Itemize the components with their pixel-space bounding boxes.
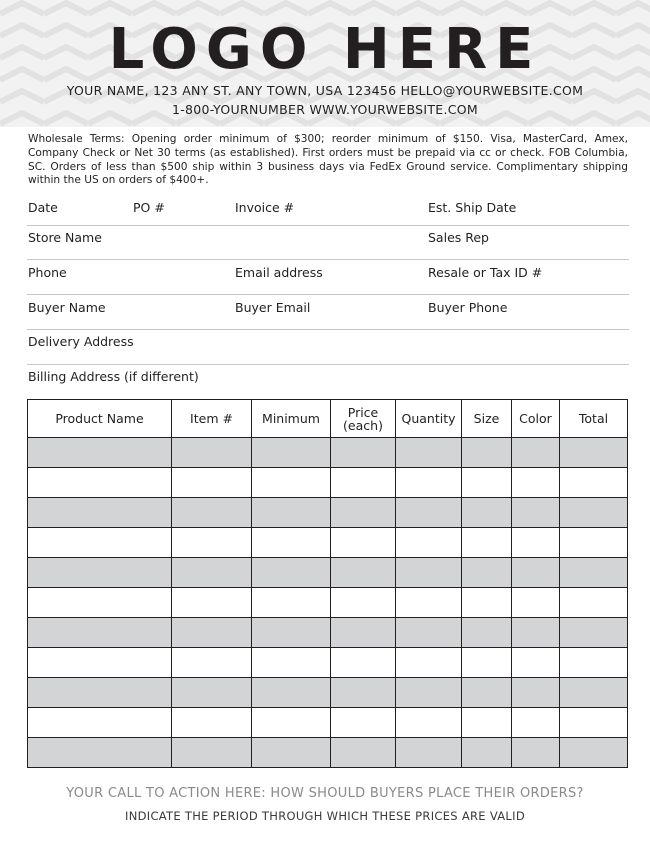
cell-price[interactable] [331,588,396,618]
col-price [331,400,396,438]
cell-size[interactable] [462,498,512,528]
table-row [28,648,628,678]
cell-product[interactable] [28,678,172,708]
cell-minimum[interactable] [252,738,331,768]
table-row [28,738,628,768]
field-rule [27,225,629,226]
cell-quantity[interactable] [396,438,462,468]
cell-minimum[interactable] [252,468,331,498]
call-to-action: YOUR CALL TO ACTION HERE: HOW SHOULD BUYERS PLACE THEIR ORDERS? [66,786,584,801]
cell-color[interactable] [512,588,560,618]
cell-price[interactable] [331,738,396,768]
cell-quantity[interactable] [396,468,462,498]
cell-size[interactable] [462,648,512,678]
field-buyer-name: Buyer Name [28,300,106,315]
table-row [28,708,628,738]
col-quantity: Quantity [396,400,462,438]
field-rule [27,259,629,260]
cell-minimum[interactable] [252,498,331,528]
cell-product[interactable] [28,468,172,498]
cell-quantity[interactable] [396,528,462,558]
cell-color[interactable] [512,678,560,708]
cell-size[interactable] [462,738,512,768]
col-price-line2: (each) [343,417,383,433]
header-banner [0,0,650,127]
contact-line-2: 1-800-YOURNUMBER WWW.YOURWEBSITE.COM [171,102,479,117]
col-product-name: Product Name [28,400,172,438]
cell-price[interactable] [331,678,396,708]
cell-minimum[interactable] [252,528,331,558]
cell-price[interactable] [331,558,396,588]
col-minimum: Minimum [252,400,331,438]
cell-item[interactable] [172,588,252,618]
cell-color[interactable] [512,708,560,738]
cell-product[interactable] [28,498,172,528]
cell-price[interactable] [331,528,396,558]
table-row [28,618,628,648]
cell-minimum[interactable] [252,678,331,708]
field-ship-date: Est. Ship Date [428,200,517,215]
cell-size[interactable] [462,678,512,708]
col-price-line1: Price [347,404,379,420]
cell-item[interactable] [172,678,252,708]
field-resale-tax-id: Resale or Tax ID # [428,265,543,280]
col-size: Size [462,400,512,438]
field-rule [27,364,629,365]
cell-color[interactable] [512,558,560,588]
cell-product[interactable] [28,738,172,768]
cell-item[interactable] [172,738,252,768]
cell-size[interactable] [462,708,512,738]
field-rule [27,294,629,295]
cell-total[interactable] [560,738,628,768]
cell-product[interactable] [28,558,172,588]
cell-minimum[interactable] [252,558,331,588]
table-header-row [28,400,628,438]
field-store-name: Store Name [28,230,102,245]
logo-text: LOGO HERE [108,17,542,82]
cell-size[interactable] [462,618,512,648]
cell-product[interactable] [28,528,172,558]
cell-color[interactable] [512,498,560,528]
cell-product[interactable] [28,588,172,618]
cell-price[interactable] [331,648,396,678]
cell-quantity[interactable] [396,678,462,708]
cell-minimum[interactable] [252,438,331,468]
cell-quantity[interactable] [396,738,462,768]
cell-quantity[interactable] [396,618,462,648]
contact-line-1: YOUR NAME, 123 ANY ST. ANY TOWN, USA 123456 HELLO@YOURWEBSITE.COM [66,83,584,98]
cell-size[interactable] [462,468,512,498]
cell-color[interactable] [512,648,560,678]
cell-minimum[interactable] [252,618,331,648]
table-row [28,558,628,588]
field-date: Date [28,200,58,215]
field-buyer-phone: Buyer Phone [428,300,508,315]
cell-product[interactable] [28,708,172,738]
cell-product[interactable] [28,618,172,648]
field-sales-rep: Sales Rep [428,230,489,245]
cell-product[interactable] [28,648,172,678]
cell-total[interactable] [560,468,628,498]
cell-total[interactable] [560,558,628,588]
field-phone: Phone [28,265,67,280]
cell-price[interactable] [331,468,396,498]
cell-item[interactable] [172,528,252,558]
cell-color[interactable] [512,438,560,468]
cell-quantity[interactable] [396,648,462,678]
cell-price[interactable] [331,438,396,468]
cell-item[interactable] [172,558,252,588]
table-row [28,438,628,468]
cell-quantity[interactable] [396,588,462,618]
cell-total[interactable] [560,648,628,678]
cell-total[interactable] [560,438,628,468]
field-rule [27,329,629,330]
cell-size[interactable] [462,588,512,618]
field-buyer-email: Buyer Email [235,300,311,315]
cell-size[interactable] [462,528,512,558]
cell-item[interactable] [172,618,252,648]
table-row [28,468,628,498]
cell-size[interactable] [462,558,512,588]
cell-price[interactable] [331,618,396,648]
cell-price[interactable] [331,708,396,738]
col-item-number: Item # [172,400,252,438]
field-invoice: Invoice # [235,200,295,215]
cell-item[interactable] [172,438,252,468]
cell-item[interactable] [172,498,252,528]
cell-minimum[interactable] [252,648,331,678]
wholesale-terms: Wholesale Terms: Opening order minimum of $300; reorder minimum of $150. Visa, MasterCard, Amex, Company Check or Net 30 terms (as established). First orders must be prepaid via cc or check. FOB Columbia, SC. Orders of less than $500 ship within 3 business days via FedEx Ground service. Complimentary shipping within the US on orders of $400+. [28,133,628,187]
cell-color[interactable] [512,618,560,648]
cell-total[interactable] [560,498,628,528]
field-billing-address: Billing Address (if different) [28,369,199,384]
cell-total[interactable] [560,708,628,738]
order-table [27,399,628,768]
col-color: Color [512,400,560,438]
cell-quantity[interactable] [396,708,462,738]
cell-quantity[interactable] [396,558,462,588]
table-row [28,528,628,558]
cell-item[interactable] [172,468,252,498]
cell-minimum[interactable] [252,708,331,738]
field-delivery-address: Delivery Address [28,334,134,349]
cell-total[interactable] [560,678,628,708]
cell-color[interactable] [512,468,560,498]
table-row [28,498,628,528]
col-total: Total [560,400,628,438]
cell-minimum[interactable] [252,588,331,618]
cell-price[interactable] [331,498,396,528]
price-validity-note: INDICATE THE PERIOD THROUGH WHICH THESE PRICES ARE VALID [125,809,525,823]
table-row [28,678,628,708]
cell-color[interactable] [512,738,560,768]
cell-color[interactable] [512,528,560,558]
field-po: PO # [133,200,165,215]
field-email: Email address [235,265,323,280]
cell-quantity[interactable] [396,498,462,528]
cell-total[interactable] [560,528,628,558]
cell-item[interactable] [172,708,252,738]
cell-total[interactable] [560,588,628,618]
cell-item[interactable] [172,648,252,678]
cell-product[interactable] [28,438,172,468]
cell-size[interactable] [462,438,512,468]
cell-total[interactable] [560,618,628,648]
table-row [28,588,628,618]
